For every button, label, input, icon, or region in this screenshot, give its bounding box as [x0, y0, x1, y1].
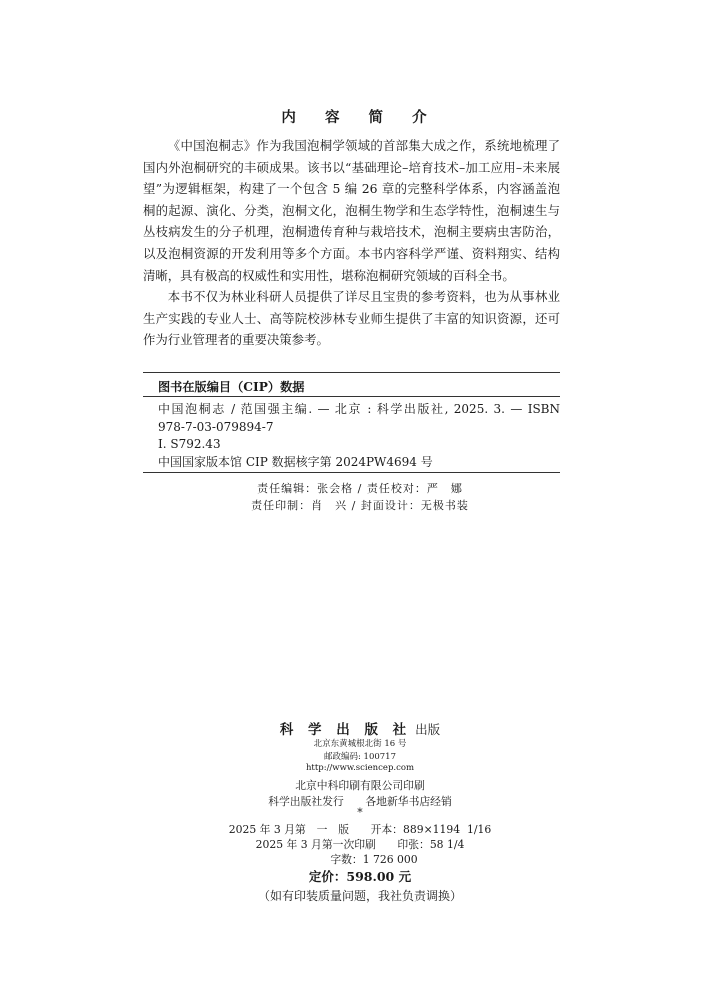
cip-bottom-rule: [143, 472, 560, 473]
quality-notice: （如有印装质量问题，我社负责调换）: [257, 889, 462, 903]
summary-paragraph-2: 本书不仅为林业科研人员提供了详尽且宝贵的参考资料，也为从事林业生产实践的专业人士、高等院校涉林专业师生提供了丰富的知识资源，还可作为行业管理者的重要决策参考。: [143, 289, 560, 348]
credits: [0, 480, 720, 514]
price: 定价：598.00 元: [308, 869, 412, 884]
publisher-suffix: 出版: [411, 722, 441, 737]
credits-editor-line: 责任编辑：张会格 / 责任校对：严 娜: [257, 482, 463, 495]
publisher-address: 北京东黄城根北街 16 号: [313, 739, 407, 749]
publisher-line: [0, 718, 720, 738]
summary-text: [143, 135, 560, 351]
cip-heading: 图书在版编目（CIP）数据: [158, 380, 305, 394]
publisher-logo-text: 科 学 出 版 社: [279, 722, 412, 738]
publisher-website: http://www.sciencep.com: [305, 763, 415, 773]
cip-line-2: 978-7-03-079894-7: [158, 419, 274, 434]
separator-star: *: [357, 806, 363, 819]
printing-line: 2025 年 3 月第一次印刷 印张：58 1/4: [255, 838, 465, 851]
word-count: 字数：1 726 000: [330, 853, 418, 866]
cip-line-4: 中国国家版本馆 CIP 数据核字第 2024PW4694 号: [158, 454, 433, 469]
cip-line-1: 中国泡桐志 / 范国强主编. — 北京 : 科学出版社, 2025. 3. — ISBN: [158, 402, 560, 416]
cip-top-rule: [143, 372, 560, 373]
edition-line: 2025 年 3 月第 一 版 开本：889×1194 1/16: [228, 823, 492, 836]
cip-heading-rule: [143, 396, 560, 397]
distribution-line: 科学出版社发行 各地新华书店经销: [268, 795, 452, 808]
cip-block: [158, 401, 560, 471]
cip-line-3: Ⅰ. S792.43: [158, 437, 221, 452]
summary-paragraph-1: 《中国泡桐志》作为我国泡桐学领域的首部集大成之作，系统地梳理了国内外泡桐研究的丰硕成果。该书以“基础理论–培育技术–加工应用–未来展望”为逻辑框架，构建了一个包含 5 编 26 章的完整科学体系，内容涵盖泡桐的起源、演化、分类，泡桐文化，泡桐生物学和生态学特性，泡桐速生与丛枝病发生的分子机理，泡桐遗传育种与栽培技术，泡桐主要病虫害防治，以及泡桐资源的开发利用等多个方面。本书内容科学严谨、资料翔实、结构清晰，具有极高的权威性和实用性，堪称泡桐研究领域的百科全书。: [143, 138, 560, 283]
publisher-postcode: 邮政编码: 100717: [323, 752, 396, 762]
credits-print-line: 责任印制：肖 兴 / 封面设计：无极书装: [251, 499, 469, 512]
summary-title: 内 容 简 介: [281, 109, 439, 126]
printer-line: 北京中科印刷有限公司印刷: [295, 779, 425, 792]
